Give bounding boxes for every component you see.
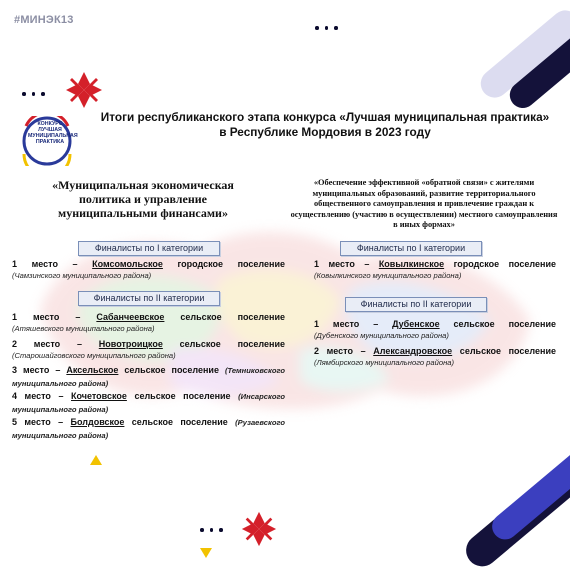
- left-nomination-heading: «Муниципальная экономическая политика и управление муниципальными финансами»: [52, 178, 234, 220]
- left-cat2-entry-4: 4 место – Кочетовское сельское поселение (Инсарского муниципального района): [12, 391, 285, 414]
- mordovian-ornament-bottom-icon: [240, 510, 278, 548]
- left-cat2-entry-1: 1 место – Сабанчеевское сельское поселение (Атяшевского муниципального района): [12, 312, 285, 333]
- yellow-triangle-bottom: [200, 548, 212, 558]
- yellow-triangle-left: [90, 455, 102, 465]
- right-category-1-label: Финалисты по I категории: [340, 241, 482, 256]
- dots-decoration-top: [315, 26, 338, 30]
- right-nomination-heading: «Обеспечение эффективной «обратной связи» с жителями муниципальных образований, развитие территориального общественного самоуправления и привлечение граждан к осуществлению (участию в осуществлении) местного самоуправления в иных формах»: [290, 178, 558, 230]
- dots-decoration-bottom: [200, 528, 223, 532]
- hashtag: #МИНЭК13: [14, 14, 74, 26]
- left-category-1-label: Финалисты по I категории: [78, 241, 220, 256]
- left-cat2-entry-5: 5 место – Болдовское сельское поселение (Рузаевского муниципального района): [12, 417, 285, 440]
- left-cat2-entry-3: 3 место – Аксельское сельское поселение (Темниковского муниципального района): [12, 365, 285, 388]
- left-cat1-entry-1: 1 место – Комсомольское городское поселение (Чамзинского муниципального района): [12, 259, 285, 280]
- left-cat2-entry-2: 2 место – Новотроицкое сельское поселение (Старошайговского муниципального района): [12, 339, 286, 360]
- mordovian-ornament-icon: [64, 70, 104, 110]
- contest-logo-text: КОНКУРС ЛУЧШАЯ МУНИЦИПАЛЬНАЯ ПРАКТИКА: [28, 121, 78, 145]
- page-title: Итоги республиканского этапа конкурса «Лучшая муниципальная практика» в Республике Мордовия в 2023 году: [100, 110, 550, 139]
- left-category-2-label: Финалисты по II категории: [78, 291, 220, 306]
- right-cat1-entry-1: 1 место – Ковылкинское городское поселение (Ковылкинского муниципального района): [314, 259, 556, 280]
- dots-decoration-left: [22, 92, 45, 96]
- right-category-2-label: Финалисты по II категории: [345, 297, 487, 312]
- right-cat2-entry-1: 1 место – Дубенское сельское поселение (Дубенского муниципального района): [314, 319, 557, 340]
- right-cat2-entry-2: 2 место – Александровское сельское поселение (Лямбирского муниципального района): [314, 346, 556, 367]
